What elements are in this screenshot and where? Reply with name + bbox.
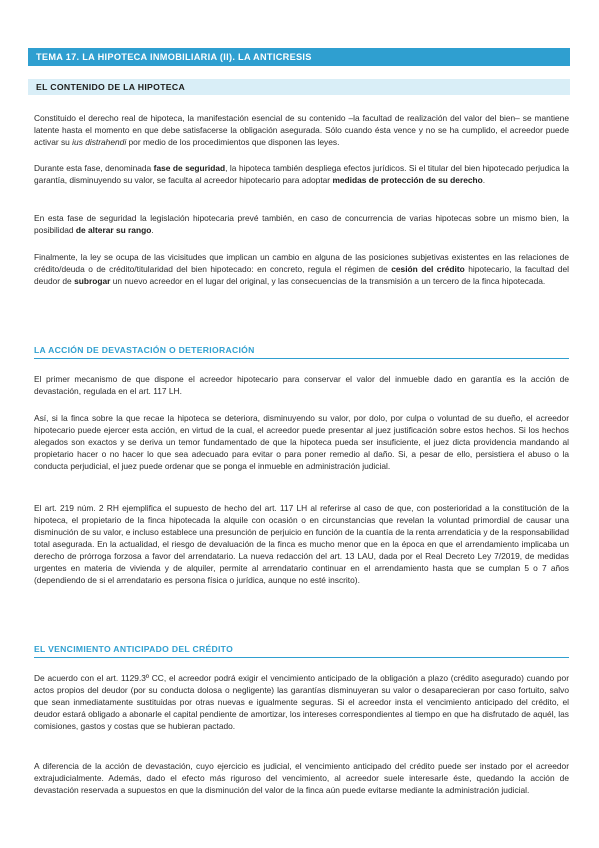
cesion-credito-term: cesión del crédito [391,264,465,274]
paragraph-devastacion-2: Así, si la finca sobre la que recae la hipoteca se deteriora, disminuyendo su valor, por dolo, por culpa o voluntad de su dueño, el acreedor hipotecario puede ejercer esta acción, en virtud de la cual, el acreedor puede presentar al juez justificación sobre estos hechos. Si los hechos alegados son exactos y se deriva un temor fundamentado de que la hipoteca pueda ser insuficiente, el juez dicta providencia mandando al propietario hacer o no hacer lo que sea adecuado para evitar o para poner remedio al daño. Si, a pesar de ello, persistiera el abuso o la conducta perjudicial, el juez puede ordenar que se ponga el inmueble en administración judicial. [34,413,569,471]
paragraph-contenido-1: Constituido el derecho real de hipoteca, la manifestación esencial de su contenido –la facultad de realización del valor del bien– se mantiene latente hasta el momento en que debe satisfacerse la obligación asegurada. Sólo cuando ésta vence y no se ha cumplido, el acreedor puede activar su ius distrahendi por medio de los procedimientos que disponen las leyes. [34,113,569,147]
section-heading-vencimiento: EL VENCIMIENTO ANTICIPADO DEL CRÉDITO [34,643,569,658]
alterar-rango-term: de alterar su rango [75,225,152,235]
section-heading-devastacion: LA ACCIÓN DE DEVASTACIÓN O DETERIORACIÓN [34,344,569,359]
paragraph-devastacion-1: El primer mecanismo de que dispone el acreedor hipotecario para conservar el valor del inmueble dado en garantía es la acción de devastación, regulada en el art. 117 LH. [34,374,569,396]
medidas-proteccion-term: medidas de protección de su derecho [332,175,483,185]
paragraph-vencimiento-1: De acuerdo con el art. 1129.3º CC, el acreedor podrá exigir el vencimiento anticipado de la obligación a plazo (crédito asegurado) cuando por actos propios del deudor (por su conducta dolosa o negligente) las garantías disminuyeran su valor o desaparecieran por caso fortuito, salvo que sean inmediatamente sustituidas por otras nuevas e igualmente seguras. Si el acreedor insta el vencimiento anticipado del crédito, el deudor estará obligado a abonarle el capital pendiente de amortizar, los intereses correspondientes al tiempo en que ha disfrutado de aquél, las comisiones, gastos y costas que se hubieran pactado. [34,673,569,731]
paragraph-vencimiento-2: A diferencia de la acción de devastación, cuyo ejercicio es judicial, el vencimiento anticipado del crédito puede ser instado por el acreedor extrajudicialmente. Además, dado el efecto más riguroso del vencimiento, al acreedor suele interesarle éste, quedando la acción de devastación reservada a supuestos en que la disminución del valor de la finca aún puede evitarse mediante la administración judicial. [34,761,569,795]
fase-seguridad-term: fase de seguridad [153,163,226,173]
paragraph-contenido-3: En esta fase de seguridad la legislación hipotecaria prevé también, en caso de concurrencia de varias hipotecas sobre un mismo bien, la posibilidad de alterar su rango. [34,213,569,235]
paragraph-contenido-4: Finalmente, la ley se ocupa de las vicisitudes que implican un cambio en alguna de las posiciones subjetivas existentes en las relaciones de crédito/deuda o de crédito/titularidad del bien hipotecado: en concreto, regula el régimen de cesión del crédito hipotecario, la facultad del deudor de subrogar un nuevo acreedor en el lugar del original, y las consecuencias de la transmisión a un tercero de la finca hipotecada. [34,252,569,286]
paragraph-devastacion-3: El art. 219 núm. 2 RH ejemplifica el supuesto de hecho del art. 117 LH al referirse al caso de que, con posterioridad a la constitución de la hipoteca, el propietario de la finca hipotecada la alquile con ocasión o en circunstancias que revelan la voluntad primordial de causar una disminución de su valor, e incluso establece una presunción de perjuicio en función de la cuantía de la renta arrendaticia y de la responsabilidad total asegurada. En la actualidad, el riesgo de devaluación de la finca es mucho menor que en la época en que el arrendamiento implicaba un derecho de prórroga forzosa a favor del arrendatario. La nueva redacción del art. 13 LAU, dada por el Real Decreto Ley 7/2019, de medidas urgentes en materia de vivienda y de alquiler, permite al arrendatario continuar en el arrendamiento hasta que se cumplan 5 o 7 años (dependiendo de si el arrendatario es persona física o jurídica, aunque no esté inscrito). [34,503,569,585]
topic-title-bar: TEMA 17. LA HIPOTECA INMOBILIARIA (II). LA ANTICRESIS [28,48,570,66]
section-title-contenido: EL CONTENIDO DE LA HIPOTECA [28,79,570,95]
ius-distrahendi-term: ius distrahendi [72,137,127,147]
subrogar-term: subrogar [74,276,111,286]
paragraph-contenido-2: Durante esta fase, denominada fase de seguridad, la hipoteca también despliega efectos jurídicos. Si el titular del bien hipotecado perjudica la garantía, disminuyendo su valor, se faculta al acreedor hipotecario para adoptar medidas de protección de su derecho. [34,163,569,185]
